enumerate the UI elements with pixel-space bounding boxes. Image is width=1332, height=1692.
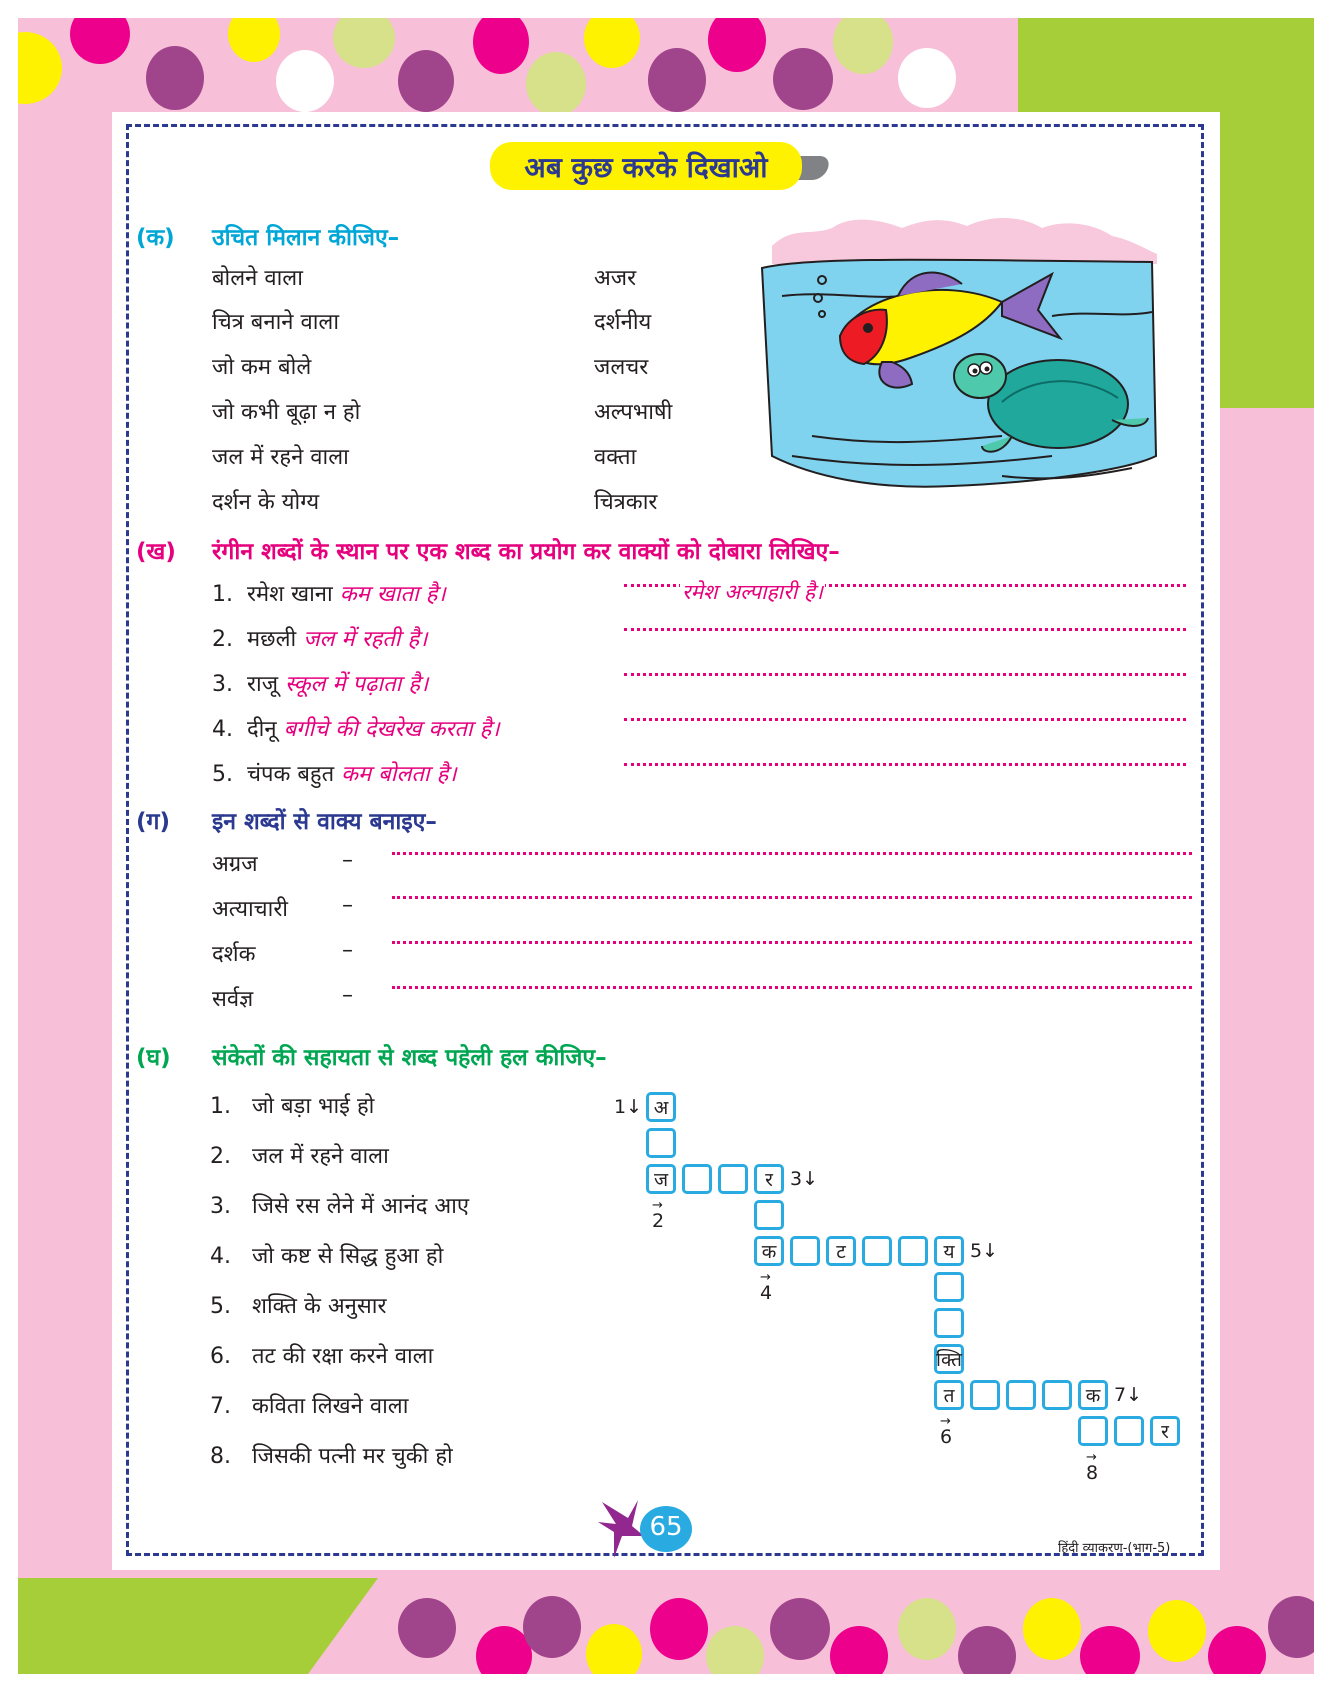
answer-text: रमेश अल्पाहारी है। [682,580,823,604]
word-item: दर्शक [212,942,256,967]
clue-text: जिसकी पत्नी मर चुकी हो [251,1444,453,1469]
match-right-item: जलचर [594,355,649,380]
decor-dot [898,1598,956,1660]
clue-number: 7. [210,1394,231,1419]
match-left-item: बोलने वाला [212,266,303,291]
clue-marker-3-down: 3↓ [790,1168,819,1190]
decor-dot [398,1598,456,1658]
sentence-number: 4. [212,717,233,742]
clue-number: 1. [210,1094,231,1119]
match-right-item: वक्ता [594,445,637,470]
clue-marker-1-down: 1↓ [614,1096,643,1118]
clue-text: जल में रहने वाला [251,1144,389,1169]
match-left-item: जल में रहने वाला [212,445,349,470]
clue-item [210,1090,374,1120]
clue-marker-2-across: → 2 [652,1198,665,1232]
sentence-colored: कम बोलता है। [341,762,457,787]
clue-text: कविता लिखने वाला [251,1394,409,1419]
crossword-cell[interactable]: अ [646,1092,676,1122]
crossword-cell[interactable] [790,1236,820,1266]
clue-item [210,1140,389,1170]
word-item: अत्याचारी [212,897,289,922]
decor-dot [1023,1598,1081,1660]
match-left-item: जो कम बोले [212,355,312,380]
answer-line[interactable] [624,673,1186,676]
crossword-cell[interactable] [646,1128,676,1158]
clue-marker-4-across: → 4 [760,1270,773,1304]
clue-number: 5. [210,1294,231,1319]
arrow-right-icon: → [940,1414,951,1429]
crossword-cell[interactable] [1006,1380,1036,1410]
decor-dot [276,50,334,112]
sentence-plain: चंपक बहुत [247,762,335,787]
decor-dot [898,48,956,108]
clue-text: जिसे रस लेने में आनंद आए [251,1194,470,1219]
sentence-row [212,623,428,653]
section-kh-label: (ख) [136,539,176,565]
clue-number: 8. [210,1444,231,1469]
answer-line[interactable] [624,628,1186,631]
sentence-plain: राजू [247,672,279,697]
clue-item [210,1290,386,1320]
clue-number: 2. [210,1144,231,1169]
crossword-cell[interactable]: क [1078,1380,1108,1410]
clue-text: जो बड़ा भाई हो [251,1094,375,1119]
title-banner [490,142,812,190]
clue-marker-5-down: 5↓ [970,1240,999,1262]
arrow-right-icon: → [652,1198,663,1213]
crossword-cell[interactable]: य [934,1236,964,1266]
crossword-cell[interactable] [970,1380,1000,1410]
sentence-number: 5. [212,762,233,787]
word-dash: – [342,983,353,1008]
section-gh-label: (घ) [136,1045,171,1071]
clue-number: 6. [210,1344,231,1369]
section-k-label: (क) [136,225,175,251]
crossword-cell[interactable] [1042,1380,1072,1410]
match-right-item: अजर [594,266,637,291]
page-title: अब कुछ करके दिखाओ [524,151,768,184]
clue-text: शक्ति के अनुसार [251,1294,387,1319]
clue-number: 3. [210,1194,231,1219]
match-right-item: अल्पभाषी [594,400,673,425]
clue-item [210,1240,443,1270]
decor-dot [770,1598,830,1660]
sentence-row [212,713,500,743]
crossword-cell[interactable]: क्ति [934,1344,964,1374]
decor-dot [523,1596,581,1658]
word-dash: – [342,893,353,918]
answer-line[interactable] [624,763,1186,766]
crossword-cell[interactable] [1114,1416,1144,1446]
sentence-line[interactable] [392,941,1192,944]
crossword-cell[interactable] [682,1164,712,1194]
word-item: सर्वज्ञ [212,987,254,1012]
sentence-number: 2. [212,627,233,652]
section-k-heading: उचित मिलान कीजिए– [212,225,400,251]
decor-dot [146,46,204,110]
clue-number: 4. [210,1244,231,1269]
clue-item [210,1440,453,1470]
word-item: अग्रज [212,852,258,877]
clue-item [210,1190,469,1220]
match-left-item: दर्शन के योग्य [212,490,320,515]
arrow-right-icon: → [760,1270,771,1285]
clue-item [210,1340,433,1370]
clue-text: तट की रक्षा करने वाला [251,1344,434,1369]
crossword-cell[interactable] [718,1164,748,1194]
decor-dot [648,48,706,112]
section-g-label: (ग) [136,809,170,835]
sentence-plain: रमेश खाना [247,582,333,607]
decor-dot [650,1598,708,1660]
decor-dot [398,50,454,112]
sentence-line[interactable] [392,986,1192,989]
clue-marker-6-across: → 6 [940,1414,953,1448]
sentence-row [212,578,446,608]
sentence-number: 3. [212,672,233,697]
decor-dot [526,52,586,116]
section-gh-heading: संकेतों की सहायता से शब्द पहेली हल कीजिए– [212,1045,607,1071]
clue-item [210,1390,408,1420]
clue-marker-8-across: → 8 [1086,1450,1099,1484]
star-icon [598,1496,644,1560]
sentence-line[interactable] [392,852,1192,855]
decor-dot [1148,1600,1206,1662]
page-number: 65 [649,1512,683,1542]
crossword-cell[interactable] [934,1308,964,1338]
sentence-colored: स्कूल में पढ़ाता है। [285,672,429,697]
crossword-cell[interactable] [934,1272,964,1302]
crossword-cell[interactable]: ट [826,1236,856,1266]
crossword-cell[interactable]: त [934,1380,964,1410]
arrow-right-icon: → [1086,1450,1097,1465]
sentence-colored: बगीचे की देखरेख करता है। [283,717,500,742]
match-right-item: चित्रकार [594,490,658,515]
fish-turtle-illustration [752,206,1162,512]
sentence-row [212,668,428,698]
answer-line[interactable] [624,718,1186,721]
crossword-cell[interactable] [754,1200,784,1230]
decor-dot [773,48,833,110]
footer-book-title: हिंदी व्याकरण-(भाग-5) [1058,1541,1171,1556]
sentence-plain: दीनू [247,717,277,742]
section-g-heading: इन शब्दों से वाक्य बनाइए– [212,809,437,835]
crossword-cell[interactable]: ज [646,1164,676,1194]
crossword-cell[interactable]: र [754,1164,784,1194]
crossword-cell[interactable] [1078,1416,1108,1446]
match-left-item: जो कभी बूढ़ा न हो [212,400,361,425]
match-right-item: दर्शनीय [594,310,652,335]
crossword-cell[interactable]: क [754,1236,784,1266]
match-left-item: चित्र बनाने वाला [212,310,340,335]
word-dash: – [342,848,353,873]
sentence-colored: जल में रहती है। [303,627,428,652]
clue-text: जो कष्ट से सिद्ध हुआ हो [251,1244,444,1269]
sentence-row [212,758,457,788]
crossword-cell[interactable] [898,1236,928,1266]
clue-marker-7-down: 7↓ [1114,1384,1143,1406]
sentence-colored: कम खाता है। [339,582,446,607]
crossword-cell[interactable]: र [1150,1416,1180,1446]
sentence-plain: मछली [247,627,297,652]
sentence-number: 1. [212,582,233,607]
word-dash: – [342,938,353,963]
section-kh-heading: रंगीन शब्दों के स्थान पर एक शब्द का प्रयोग कर वाक्यों को दोबारा लिखिए– [212,539,840,565]
crossword-cell[interactable] [862,1236,892,1266]
sentence-line[interactable] [392,896,1192,899]
